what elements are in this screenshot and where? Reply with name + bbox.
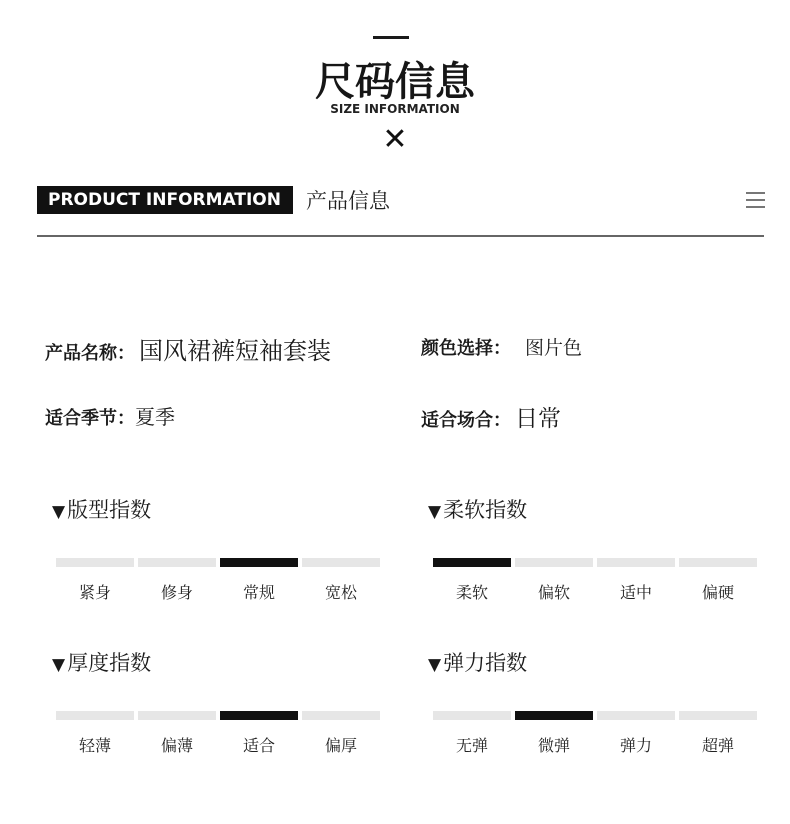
triangle-down-icon: ▼ bbox=[428, 655, 442, 675]
product-information-cn-label: 产品信息 bbox=[306, 189, 390, 213]
attribute-key: 适合季节： bbox=[45, 408, 135, 429]
attribute-value: 国风裙裤短袖套装 bbox=[139, 337, 331, 365]
triangle-down-icon: ▼ bbox=[52, 655, 66, 675]
attribute-key: 适合场合： bbox=[421, 410, 511, 431]
attribute-value: 图片色 bbox=[525, 337, 583, 359]
attribute-key: 产品名称： bbox=[45, 343, 135, 364]
scale-segment bbox=[597, 711, 675, 720]
scale-segment-selected bbox=[220, 558, 298, 567]
triangle-down-icon: ▼ bbox=[428, 502, 442, 522]
scale-option-label: 修身 bbox=[160, 583, 193, 602]
section-divider bbox=[37, 235, 764, 237]
index-title-thickness bbox=[52, 647, 151, 677]
index-title-fit bbox=[52, 494, 151, 524]
scale-segment bbox=[138, 711, 216, 720]
attribute-color bbox=[421, 333, 582, 360]
scale-option-label: 偏厚 bbox=[324, 736, 357, 755]
hamburger-icon[interactable] bbox=[746, 192, 765, 208]
scale-option-label: 偏硬 bbox=[701, 583, 734, 602]
scale-segment-selected bbox=[220, 711, 298, 720]
attribute-value: 夏季 bbox=[135, 405, 175, 429]
attribute-value: 日常 bbox=[515, 406, 561, 432]
scale-option-label: 宽松 bbox=[324, 583, 357, 602]
page-title: 尺码信息 bbox=[315, 59, 475, 105]
index-title-elasticity bbox=[428, 647, 527, 677]
scale-segment-selected bbox=[433, 558, 511, 567]
scale-option-label: 弹力 bbox=[619, 736, 652, 755]
scale-option-label: 紧身 bbox=[78, 583, 111, 602]
scale-option-label: 柔软 bbox=[455, 583, 488, 602]
scale-segment bbox=[302, 711, 380, 720]
scale-segment bbox=[433, 711, 511, 720]
close-icon[interactable]: ✕ bbox=[382, 122, 408, 157]
scale-segment bbox=[302, 558, 380, 567]
scale-segment bbox=[679, 558, 757, 567]
scale-segment bbox=[515, 558, 593, 567]
attribute-key: 颜色选择： bbox=[421, 338, 511, 359]
triangle-down-icon: ▼ bbox=[52, 502, 66, 522]
scale-option-label: 偏软 bbox=[537, 583, 570, 602]
scale-option-label: 超弹 bbox=[701, 736, 734, 755]
scale-segment-selected bbox=[515, 711, 593, 720]
scale-segment bbox=[679, 711, 757, 720]
index-title-text: 版型指数 bbox=[67, 498, 152, 522]
top-bar-decoration bbox=[373, 36, 409, 39]
scale-option-label: 无弹 bbox=[455, 736, 488, 755]
attribute-occasion bbox=[421, 400, 561, 433]
scale-option-label: 微弹 bbox=[537, 736, 570, 755]
scale-segment bbox=[56, 711, 134, 720]
scale-option-label: 偏薄 bbox=[160, 736, 193, 755]
index-title-softness bbox=[428, 494, 527, 524]
scale-option-label: 轻薄 bbox=[78, 736, 111, 755]
product-information-label: PRODUCT INFORMATION bbox=[37, 186, 293, 214]
scale-option-label: 常规 bbox=[242, 583, 275, 602]
page-subtitle: SIZE INFORMATION bbox=[330, 102, 460, 116]
scale-option-label: 适中 bbox=[619, 583, 652, 602]
scale-segment bbox=[138, 558, 216, 567]
index-title-text: 柔软指数 bbox=[443, 498, 528, 522]
index-title-text: 厚度指数 bbox=[67, 651, 152, 675]
index-title-text: 弹力指数 bbox=[443, 651, 528, 675]
scale-segment bbox=[56, 558, 134, 567]
attribute-product-name bbox=[45, 331, 331, 366]
scale-option-label: 适合 bbox=[242, 736, 275, 755]
scale-segment bbox=[597, 558, 675, 567]
attribute-season bbox=[45, 401, 175, 430]
